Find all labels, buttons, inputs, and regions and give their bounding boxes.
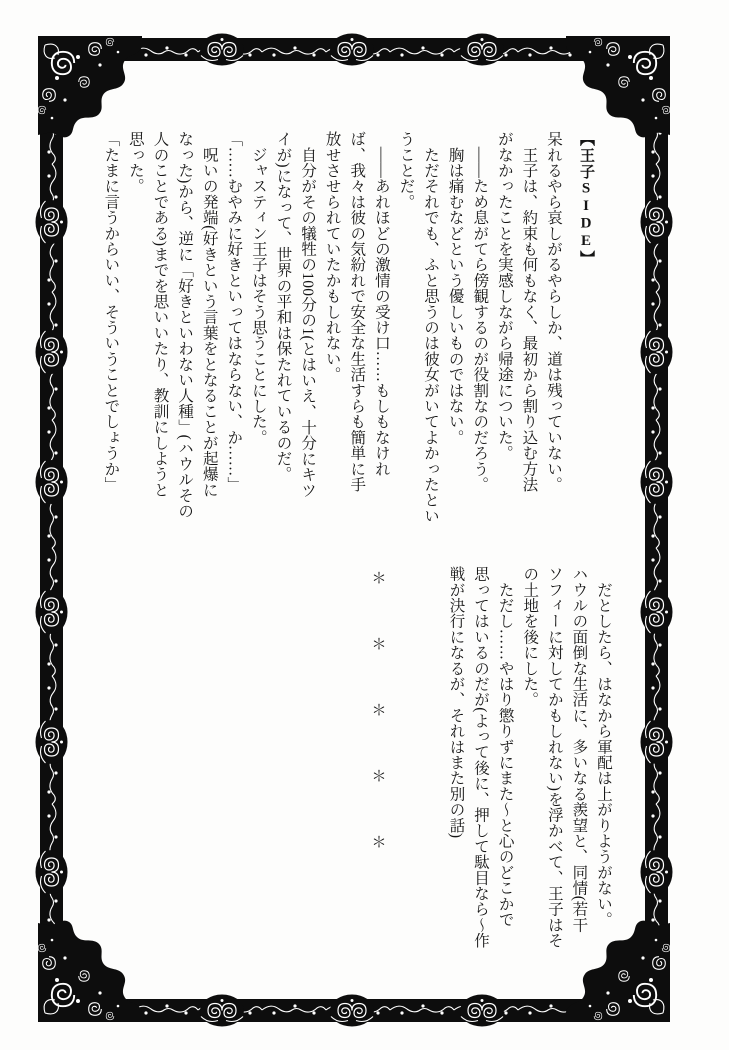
asterisk-divider (370, 567, 388, 852)
text-column: なった)から、逆に「好きといわない人種」(ハウルその (176, 131, 194, 519)
text-column: 「……むやみに好きといってはならない、か……」 (225, 131, 243, 493)
text-column: 「たまに言うからいい、そういうことでしょうか」 (102, 131, 120, 493)
text-column: 呆れるやら哀しがるやらしか、道は残っていない。 (545, 131, 562, 493)
text-column: ジャスティン王子はそう思うことにした。 (249, 131, 267, 445)
asterisk: ＊ (371, 703, 387, 719)
text-column: 呪いの発端(好きという言葉をとなることが起爆に (200, 131, 218, 498)
text-column: ただし……やはり懲りずにまた〜と心のどこかで (496, 566, 514, 928)
text-column: ハウルの面倒な生活に、多いなる羨望と、同情(若干 (570, 566, 588, 933)
asterisk: ＊ (371, 835, 387, 851)
text-column: だとしたら、はなから軍配は上がりようがない。 (595, 566, 612, 928)
text-column: 王子は、約束も何もなく、最初から割り込む方法 (520, 131, 538, 493)
asterisk: ＊ (371, 637, 387, 653)
text-column: 思った。 (126, 131, 144, 194)
text-column: 人のことである)までを思いいたり、教訓にしようと (151, 131, 169, 498)
text-column: イが)になって、世界の平和は保たれているのだ。 (274, 131, 292, 482)
text-column: ――ため息がてら傍観するのが役割なのだろう。 (471, 131, 489, 493)
text-column: ――あれほどの激情の受け口……もしもなけれ (372, 131, 390, 477)
text-column: ソフィーに対してかもしれない)を浮かべて、王子はそ (545, 566, 563, 949)
text-column: うことだ。 (397, 131, 415, 210)
text-column: ば、我々は彼の気紛れで安全な生活すらも簡単に手 (348, 131, 366, 493)
lower-text-block (443, 566, 615, 970)
text-column: 戦が決行になるが、それはまた別の話) (447, 566, 465, 839)
asterisk: ＊ (371, 571, 387, 587)
text-column: 胸は痛むなどという優しいものではない。 (446, 131, 464, 445)
text-column: ただそれでも、ふと思うのは彼女がいてよかったとい (422, 131, 440, 524)
text-column: の土地を後にした。 (521, 566, 539, 708)
text-column: 自分がその犠牲の100分の1(とはいえ、十分にキツ (299, 131, 317, 498)
upper-text-block (98, 131, 601, 524)
text-column: がなかったことを実感しながら帰途についた。 (495, 131, 513, 461)
text-column: 思ってはいるのだが(よって後に、押して駄目なら〜作 (472, 566, 490, 949)
text-column: 放せさせられていたかもしれない。 (323, 131, 341, 383)
section-header: 【王子SIDE】 (578, 131, 594, 267)
asterisk: ＊ (371, 769, 387, 785)
